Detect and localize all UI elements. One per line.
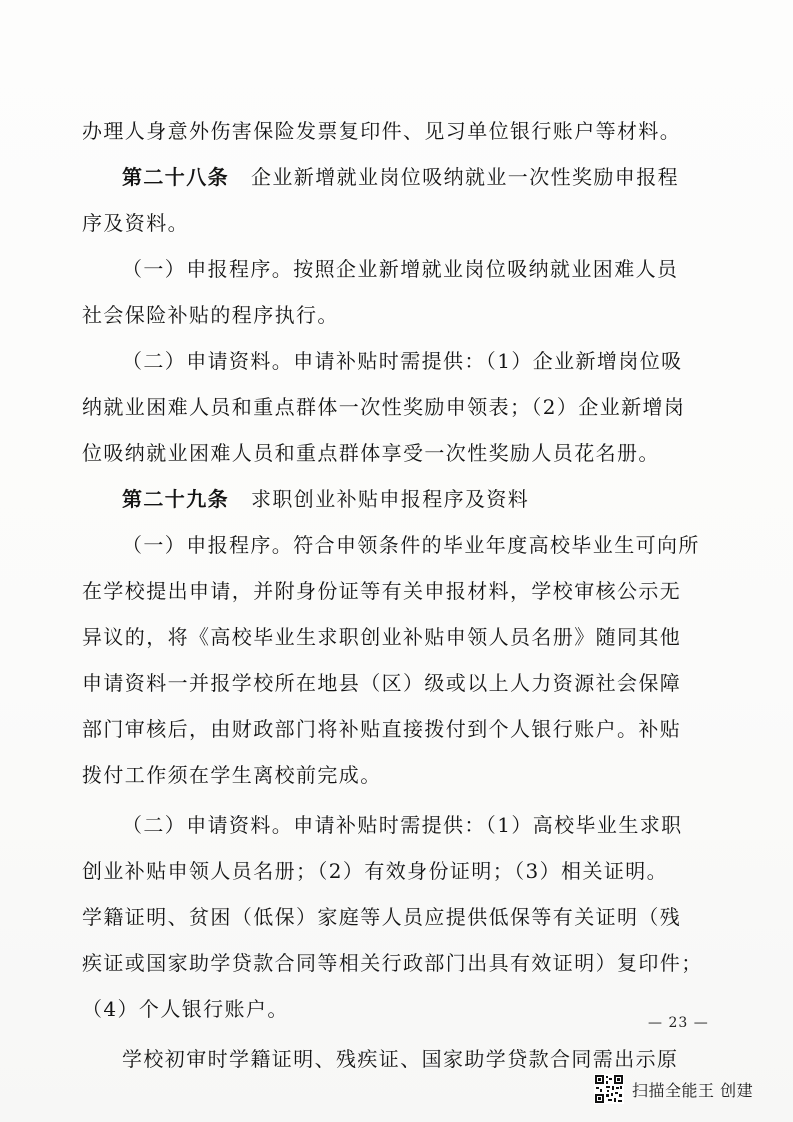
paragraph-line: 序及资料。 [82,211,189,235]
paragraph-line: 创业补贴申领人员名册；（2）有效身份证明；（3）相关证明。 [82,859,669,883]
paragraph-line: 学校初审时学籍证明、残疾证、国家助学贷款合同需出示原 [122,1047,679,1071]
paragraph-line: 社会保险补贴的程序执行。 [82,303,339,327]
article-28-heading-line [82,154,722,200]
paragraph-line: 纳就业困难人员和重点群体一次性奖励申领表；（2）企业新增岗 [82,395,686,419]
article-29-title: 求职创业补贴申报程序及资料 [251,487,530,511]
paragraph-line: 拨付工作须在学生离校前完成。 [82,763,382,787]
article-29-heading-line [82,476,722,522]
scanner-watermark [594,1072,753,1106]
paragraph-line: （二）申请资料。申请补贴时需提供：（1）企业新增岗位吸 [122,349,683,373]
paragraph-line: （二）申请资料。申请补贴时需提供：（1）高校毕业生求职 [122,813,683,837]
paragraph-line: 在学校提出申请，并附身份证等有关申报材料，学校审核公示无 [82,579,682,603]
paragraph-line: 办理人身意外伤害保险发票复印件、见习单位银行账户等材料。 [82,119,682,143]
paragraph-line: （一）申报程序。符合申领条件的毕业年度高校毕业生可向所 [122,533,700,557]
watermark-label: 扫描全能王 创建 [632,1080,754,1100]
paragraph-line: （4）个人银行账户。 [82,997,289,1021]
qr-code-icon [594,1074,624,1104]
document-body [82,108,722,1082]
paragraph-line: 疾证或国家助学贷款合同等相关行政部门出具有效证明）复印件； [82,951,703,975]
article-28-title: 企业新增就业岗位吸纳就业一次性奖励申报程 [251,165,679,189]
article-29-number: 第二十九条 [122,487,229,511]
paragraph-line: 申请资料一并报学校所在地县（区）级或以上人力资源社会保障 [82,671,682,695]
paragraph-line: 部门审核后，由财政部门将补贴直接拨付到个人银行账户。补贴 [82,717,682,741]
article-28-number: 第二十八条 [122,165,229,189]
paragraph-line: 学籍证明、贫困（低保）家庭等人员应提供低保等有关证明（残 [82,905,682,929]
paragraph-line: 位吸纳就业困难人员和重点群体享受一次性奖励人员花名册。 [82,441,660,465]
page-number: — 23 — [648,1015,709,1031]
paragraph-line: （一）申报程序。按照企业新增就业岗位吸纳就业困难人员 [122,257,679,281]
paragraph-line: 异议的，将《高校毕业生求职创业补贴申领人员名册》随同其他 [82,625,682,649]
